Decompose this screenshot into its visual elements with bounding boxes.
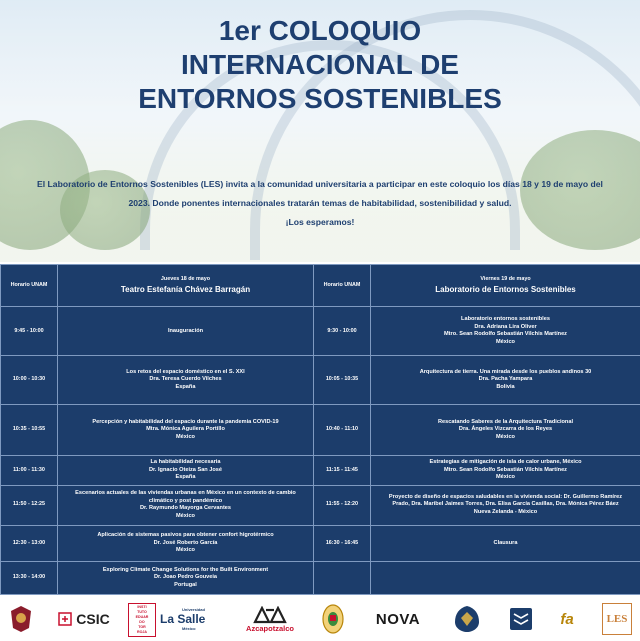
event-line: Laboratorio entornos sostenibles xyxy=(461,316,550,323)
event-line: Dr. Joao Pedro Gouveia xyxy=(153,574,218,581)
uam-azcapotzalco-logo xyxy=(240,603,300,635)
instituto-logo xyxy=(128,603,156,637)
time-slot: 11:00 - 11:30 xyxy=(1,456,58,485)
day2-date: Viernes 19 de mayo xyxy=(480,276,531,283)
event-cell xyxy=(371,456,640,485)
event-line: México xyxy=(176,433,195,440)
title-line: INTERNACIONAL DE xyxy=(181,49,459,80)
intro-line: El Laboratorio de Entornos Sostenibles (LES) invita a la comunidad universitaria a participar en este coloquio los días 18 y 19 de mayo del xyxy=(37,179,603,189)
event-line: climático y post pandémico xyxy=(148,497,223,504)
time-slot xyxy=(314,562,371,595)
event-line: México xyxy=(496,338,515,345)
event-line: Nueva Zelanda - México xyxy=(473,508,538,515)
page-title xyxy=(0,14,640,115)
time-slot: 11:15 - 11:45 xyxy=(314,456,371,485)
event-line: México xyxy=(176,547,195,554)
day1-venue: Teatro Estefanía Chávez Barragán xyxy=(120,284,251,294)
intro-text xyxy=(10,175,630,232)
event-line: Dra. Pacha Yampara xyxy=(478,376,533,383)
time-slot: 16:30 - 16:45 xyxy=(314,525,371,562)
time-slot: 9:45 - 10:00 xyxy=(1,307,58,356)
event-line: Dr. José Roberto García xyxy=(153,539,218,546)
event-cell xyxy=(371,404,640,455)
event-line: Prado, Dra. Maribel Jaimes Torres, Dra. Elisa García Casillas, Dra. Mónica Pérez Báez xyxy=(392,501,619,508)
event-line: Bolivia xyxy=(496,383,515,390)
sponsor-logos xyxy=(0,597,640,641)
event-line: Arquitectura de tierra. Una mirada desde los pueblos andinos 30 xyxy=(419,368,592,375)
event-line: México xyxy=(496,433,515,440)
lasalle-top-text: Universidad xyxy=(182,607,205,612)
nova-logo xyxy=(372,603,424,635)
university-seal-logo xyxy=(8,603,34,635)
schedule-row xyxy=(1,485,640,525)
lasalle-sub-text: México xyxy=(182,626,196,631)
event-line: Rescatando Saberes de la Arquitectura Tradicional xyxy=(437,418,574,425)
instituto-text-line: DO xyxy=(139,620,145,624)
schedule-row xyxy=(1,404,640,455)
uam-text: Azcapotzalco xyxy=(246,623,294,633)
day2-venue: Laboratorio de Entornos Sostenibles xyxy=(435,284,576,294)
schedule-row xyxy=(1,456,640,485)
event-line: México xyxy=(496,474,515,481)
event-line: España xyxy=(175,474,196,481)
event-line: Proyecto de diseño de espacios saludables en la vivienda social: Dr. Guillermo Ramírez xyxy=(388,494,623,501)
time-slot: 13:30 - 14:00 xyxy=(1,562,58,595)
time-slot: 9:30 - 10:00 xyxy=(314,307,371,356)
blue-book-logo xyxy=(506,603,536,635)
instituto-text-line: ROJA xyxy=(137,630,147,634)
lasalle-text: La Salle xyxy=(160,612,206,626)
uam-emblem-icon xyxy=(253,606,287,624)
event-line: Mtro. Sean Rodolfo Sebastián Vilchis Martínez xyxy=(444,331,567,338)
les-logo xyxy=(602,603,632,635)
les-text: LES xyxy=(606,613,628,625)
seal-icon xyxy=(9,604,33,634)
intro-line: ¡Los esperamos! xyxy=(285,217,355,227)
fa-logo xyxy=(554,603,580,635)
fa-text: fa xyxy=(560,610,574,628)
instituto-text-line: EDUAR xyxy=(135,615,149,619)
event-line: Inauguración xyxy=(167,327,204,334)
event-line: Percepción y habitabilidad del espacio durante la pandemia COVID-19 xyxy=(92,418,279,425)
csic-text: CSIC xyxy=(76,611,110,627)
university-crest-logo xyxy=(320,603,346,635)
event-line: Aplicación de sistemas pasivos para obtener confort higrotérmico xyxy=(97,532,274,539)
book-icon xyxy=(508,606,534,632)
instituto-text-line: TUTO xyxy=(137,610,147,614)
event-cell xyxy=(371,356,640,404)
eagle-crest-icon xyxy=(453,604,481,634)
event-line: México xyxy=(176,512,195,519)
time-column-header: Horario UNAM xyxy=(1,265,58,307)
hero-section xyxy=(0,0,640,262)
event-line: Dra. Adriana Lira Oliver xyxy=(474,323,537,330)
day1-date: Jueves 18 de mayo xyxy=(160,276,211,283)
event-line: Clausura xyxy=(493,539,518,546)
time-slot: 10:05 - 10:35 xyxy=(314,356,371,404)
event-line: Escenarios actuales de las viviendas urbanas en México en un contexto de cambio xyxy=(75,490,296,497)
event-line: La habitabilidad necesaria xyxy=(150,459,221,466)
instituto-text-line: INSTI xyxy=(137,605,147,609)
schedule-row xyxy=(1,307,640,356)
time-slot: 11:50 - 12:25 xyxy=(1,485,58,525)
event-line: Dr. Raymundo Mayorga Cervantes xyxy=(139,505,232,512)
schedule-table xyxy=(0,264,640,595)
event-line: Mtra. Mónica Aguilera Portillo xyxy=(146,426,225,433)
event-line: Portugal xyxy=(174,581,197,588)
unam-logo xyxy=(452,603,482,635)
event-cell xyxy=(58,456,314,485)
event-line: Dr. Ignacio Oteiza San José xyxy=(148,466,223,473)
event-cell xyxy=(371,307,640,356)
event-line: Mtro. Sean Rodolfo Sebastián Vilchis Martínez xyxy=(444,466,567,473)
event-line: España xyxy=(175,383,196,390)
schedule-grid xyxy=(0,264,640,595)
event-cell xyxy=(58,562,314,595)
day1-header xyxy=(58,265,314,307)
event-cell xyxy=(58,307,314,356)
csic-emblem-icon xyxy=(58,612,72,626)
event-cell xyxy=(371,485,640,525)
event-line: Exploring Climate Change Solutions for the Built Environment xyxy=(102,567,269,574)
schedule-header-row xyxy=(1,265,640,307)
event-line: Los retos del espacio doméstico en el S. XXI xyxy=(126,368,245,375)
event-cell xyxy=(371,562,640,595)
schedule-row xyxy=(1,525,640,562)
day2-header xyxy=(371,265,640,307)
event-cell xyxy=(58,485,314,525)
event-line: Estrategias de mitigación de isla de calor urbane, México xyxy=(429,459,582,466)
time-slot: 10:00 - 10:30 xyxy=(1,356,58,404)
title-line: 1er COLOQUIO xyxy=(218,15,422,46)
event-line: Dra. Teresa Cuerdo Vilches xyxy=(149,376,222,383)
event-line: Dra. Ángeles Vizcarra de los Reyes xyxy=(458,426,553,433)
instituto-text-line: TOR xyxy=(138,625,146,629)
intro-line: 2023. Donde ponentes internacionales tratarán temas de habitabilidad, sostenibilidad y salud. xyxy=(128,198,512,208)
event-cell xyxy=(58,404,314,455)
event-cell xyxy=(58,356,314,404)
crest-icon xyxy=(322,604,344,634)
schedule-row xyxy=(1,562,640,595)
title-line: ENTORNOS SOSTENIBLES xyxy=(138,83,502,114)
time-slot: 10:40 - 11:10 xyxy=(314,404,371,455)
schedule-row xyxy=(1,356,640,404)
time-slot: 12:30 - 13:00 xyxy=(1,525,58,562)
nova-text: NOVA xyxy=(375,610,421,628)
event-cell xyxy=(371,525,640,562)
csic-logo xyxy=(46,603,122,635)
event-cell xyxy=(58,525,314,562)
time-slot: 10:35 - 10:55 xyxy=(1,404,58,455)
time-slot: 11:55 - 12:20 xyxy=(314,485,371,525)
lasalle-logo xyxy=(160,603,220,635)
time-column-header: Horario UNAM xyxy=(314,265,371,307)
